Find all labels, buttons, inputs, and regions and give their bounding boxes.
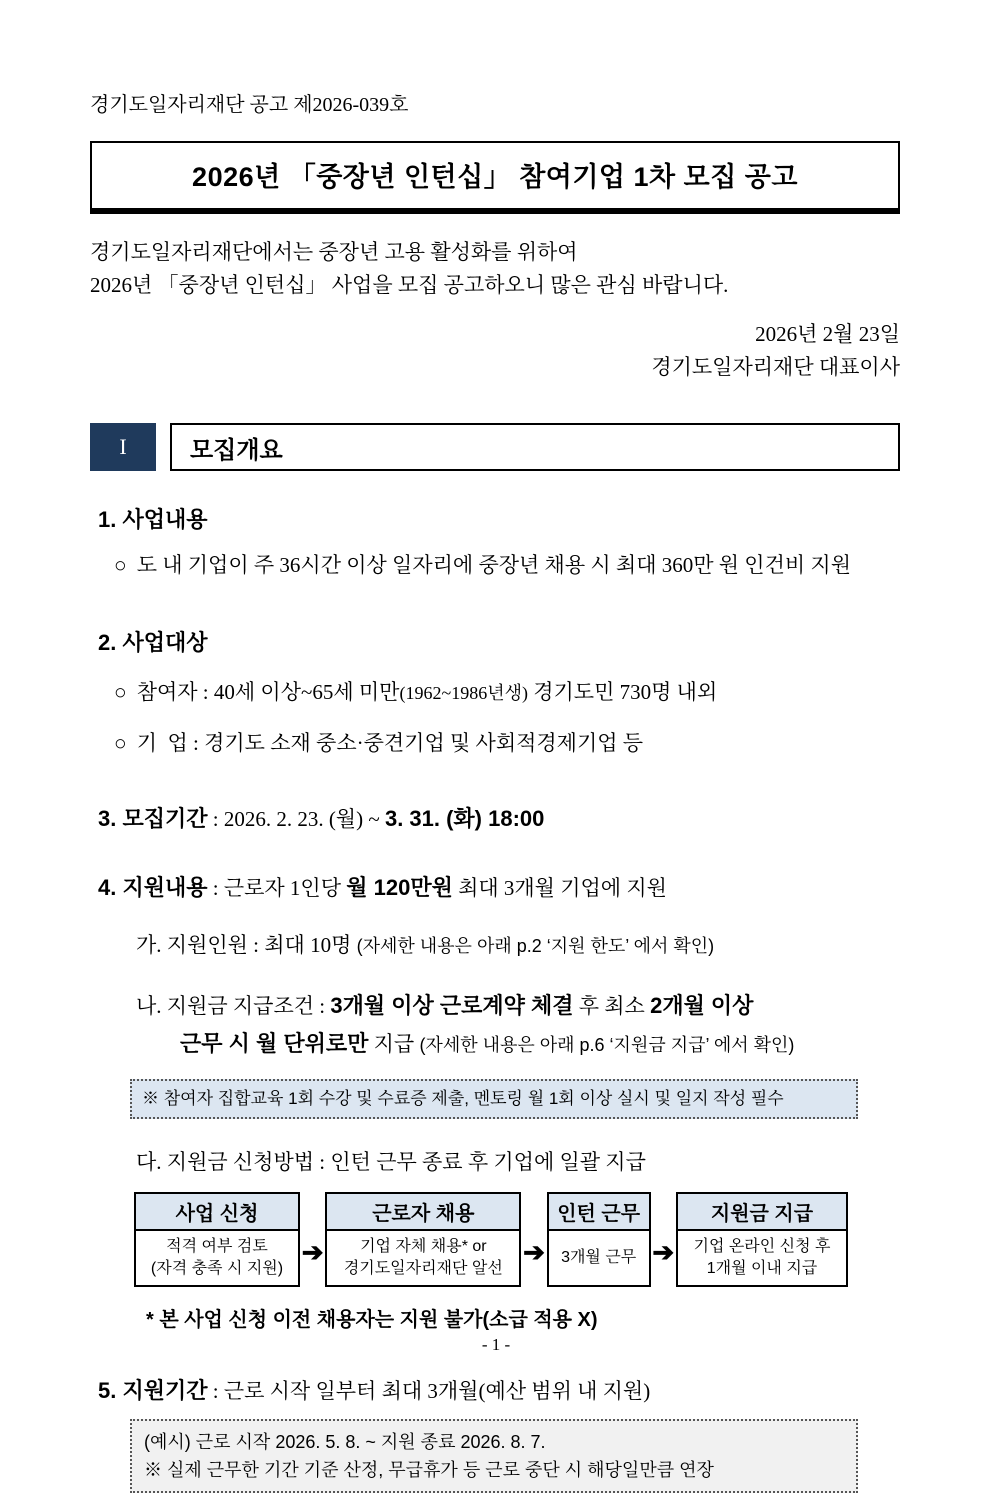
example-line-1: (예시) 근로 시작 2026. 5. 8. ~ 지원 종료 2026. 8. 7. bbox=[144, 1432, 546, 1452]
subsection-1-title: 1. 사업내용 bbox=[98, 507, 208, 532]
circle-bullet-icon: ○ bbox=[114, 680, 127, 704]
page-number: - 1 - bbox=[481, 1335, 511, 1354]
company-label: 기 업 : bbox=[136, 731, 205, 755]
flow-footnote: * 본 사업 신청 이전 채용자는 지원 불가(소급 적용 X) bbox=[146, 1309, 598, 1331]
flow-step-title: 지원금 지급 bbox=[678, 1194, 846, 1231]
flow-step-internship bbox=[547, 1192, 651, 1287]
sub-b-condition-1: 3개월 이상 근로계약 체결 bbox=[330, 993, 574, 1018]
sub-item-a bbox=[136, 930, 900, 962]
subsection-2-title: 2. 사업대상 bbox=[98, 630, 208, 655]
sub-b-lead: 나. 지원금 지급조건 : bbox=[136, 994, 331, 1018]
subsection-4-title: 4. 지원내용 bbox=[98, 875, 208, 900]
subsection-2-bullet-company bbox=[114, 728, 900, 758]
flow-step-payment bbox=[676, 1192, 848, 1287]
sub-item-c: 다. 지원금 신청방법 : 인턴 근무 종료 후 기업에 일괄 지급 bbox=[136, 1150, 646, 1174]
section-title-box bbox=[170, 423, 900, 471]
flow-step-body-line: 3개월 근무 bbox=[561, 1249, 637, 1266]
education-note-box bbox=[130, 1079, 858, 1119]
subsection-1-bullet-text: 도 내 기업이 주 36시간 이상 일자리에 중장년 채용 시 최대 360만 원 인건비 지원 bbox=[136, 553, 851, 577]
subsection-4-separator: : bbox=[207, 876, 224, 900]
application-flow-diagram bbox=[134, 1192, 848, 1287]
subsection-1-bullet bbox=[114, 550, 900, 580]
subsection-2-bullet-participant bbox=[114, 677, 900, 708]
flow-step-application bbox=[134, 1192, 300, 1287]
support-period-text: 근로 시작 일부터 최대 3개월 bbox=[223, 1379, 479, 1403]
sub-b-mid: 후 최소 bbox=[573, 994, 651, 1018]
section-1-heading bbox=[90, 423, 900, 471]
example-line-2: ※ 실제 근무한 기간 기준 산정, 무급휴가 등 근로 중단 시 해당일만큼 연장 bbox=[144, 1460, 714, 1480]
section-roman-numeral: I bbox=[119, 434, 127, 459]
support-normal-2: 최대 3개월 기업에 지원 bbox=[452, 876, 667, 900]
subsection-4-line bbox=[90, 871, 900, 902]
flow-step-body-line: 기업 자체 채용* or bbox=[360, 1238, 487, 1255]
intro-paragraph bbox=[90, 236, 900, 302]
notice-number: 경기도일자리재단 공고 제2026-039호 bbox=[90, 94, 409, 116]
flow-step-body-line: 1개월 이내 지급 bbox=[706, 1260, 818, 1277]
sub-b-condition-2: 2개월 이상 bbox=[650, 993, 754, 1018]
subsection-5-line bbox=[90, 1374, 900, 1405]
circle-bullet-icon: ○ bbox=[114, 553, 127, 577]
flow-step-body bbox=[549, 1231, 649, 1285]
company-text: 경기도 소재 중소·중견기업 및 사회적경제기업 등 bbox=[204, 731, 644, 755]
recruit-period-deadline: 3. 31. (화) 18:00 bbox=[384, 806, 545, 831]
subsection-5-title: 5. 지원기간 bbox=[98, 1378, 208, 1403]
flow-step-hiring bbox=[325, 1192, 521, 1287]
right-arrow-icon: ➔ bbox=[301, 1237, 324, 1267]
document-title-box bbox=[90, 141, 900, 214]
participant-birthyears: (1962~1986년생) bbox=[399, 683, 528, 703]
section-numeral-box bbox=[90, 423, 156, 471]
right-arrow-icon: ➔ bbox=[652, 1237, 675, 1267]
flow-step-title: 근로자 채용 bbox=[327, 1194, 519, 1231]
issue-date: 2026년 2월 23일 bbox=[755, 322, 900, 346]
flow-step-body-line: (자격 충족 시 지원) bbox=[150, 1260, 284, 1277]
support-amount: 월 120만원 bbox=[346, 875, 453, 900]
participant-text-1: 40세 이상~65세 미만 bbox=[213, 680, 400, 704]
sub-a-text: 가. 지원인원 : 최대 10명 bbox=[136, 933, 357, 957]
flow-step-body bbox=[136, 1231, 298, 1285]
intro-line-2: 2026년 「중장년 인턴십」 사업을 모집 공고하오니 많은 관심 바랍니다. bbox=[90, 273, 729, 297]
subsection-3-line bbox=[90, 802, 900, 833]
sub-a-note: (자세한 내용은 아래 p.2 ‘지원 한도’ 에서 확인) bbox=[356, 936, 715, 956]
sub-b-line-2 bbox=[180, 1028, 900, 1061]
support-period-small: (예산 범위 내 지원) bbox=[478, 1379, 651, 1403]
support-normal-1: 근로자 1인당 bbox=[223, 876, 347, 900]
sub-b-line-1 bbox=[136, 990, 900, 1022]
section-title: 모집개요 bbox=[190, 436, 283, 464]
sub-b-condition-3: 근무 시 월 단위로만 bbox=[180, 1031, 369, 1056]
subsection-5-separator: : bbox=[207, 1379, 224, 1403]
flow-step-body bbox=[327, 1231, 519, 1285]
participant-label: 참여자 : bbox=[136, 680, 214, 704]
education-note-text: ※ 참여자 집합교육 1회 수강 및 수료증 제출, 멘토링 월 1회 이상 실시 및 일지 작성 필수 bbox=[142, 1089, 784, 1108]
subsection-3-separator: : bbox=[207, 807, 224, 831]
document-title: 2026년 「중장년 인턴십」 참여기업 1차 모집 공고 bbox=[192, 162, 798, 192]
example-note-box bbox=[130, 1419, 858, 1493]
intro-line-1: 경기도일자리재단에서는 중장년 고용 활성화를 위하여 bbox=[90, 240, 578, 264]
sub-b-tail: 지급 bbox=[368, 1032, 420, 1056]
sub-item-b bbox=[136, 990, 900, 1061]
flow-step-body-line: 기업 온라인 신청 후 bbox=[693, 1238, 831, 1255]
flow-step-title: 사업 신청 bbox=[136, 1194, 298, 1231]
issuer: 경기도일자리재단 대표이사 bbox=[651, 355, 900, 379]
recruit-period-normal: 2026. 2. 23. (월) ~ bbox=[223, 807, 385, 831]
right-arrow-icon: ➔ bbox=[523, 1237, 545, 1267]
flow-step-body-line: 경기도일자리재단 알선 bbox=[343, 1260, 503, 1277]
flow-step-title: 인턴 근무 bbox=[549, 1194, 649, 1231]
participant-text-2: 경기도민 730명 내외 bbox=[527, 680, 718, 704]
subsection-3-title: 3. 모집기간 bbox=[98, 806, 208, 831]
sub-b-note: (자세한 내용은 아래 p.6 ‘지원금 지급’ 에서 확인) bbox=[419, 1035, 795, 1055]
flow-step-body-line: 적격 여부 검토 bbox=[166, 1238, 268, 1255]
circle-bullet-icon: ○ bbox=[114, 731, 127, 755]
flow-step-body bbox=[678, 1231, 846, 1285]
